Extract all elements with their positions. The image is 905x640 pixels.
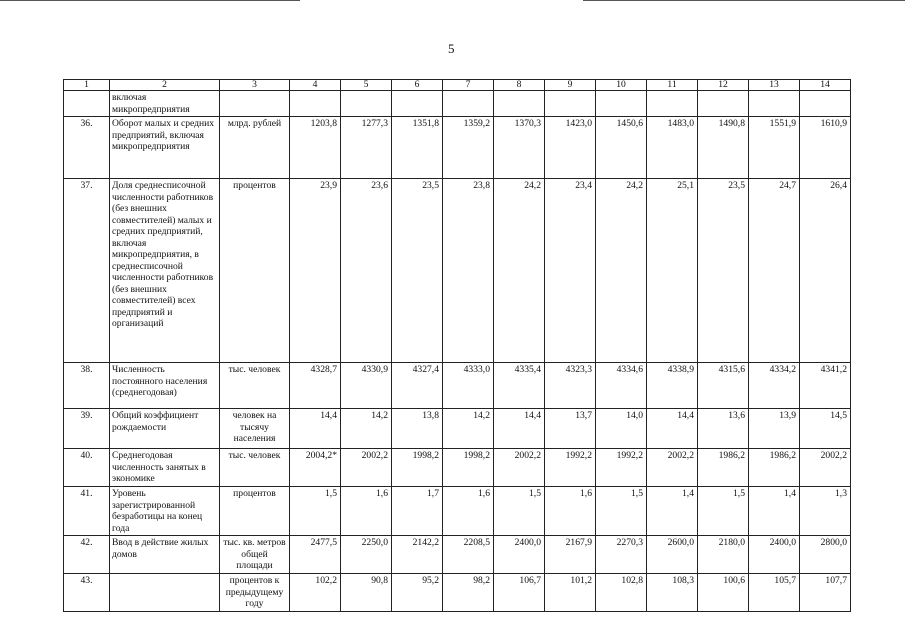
value-cell: 1,6 (341, 487, 392, 536)
value-cell: 2002,2 (647, 449, 698, 487)
value-cell: 24,7 (749, 179, 800, 363)
value-cell: 14,4 (647, 409, 698, 449)
value-cell: 1351,8 (392, 117, 443, 179)
value-cell: 1,3 (800, 487, 851, 536)
value-cell (545, 91, 596, 117)
row-number-cell: 39. (64, 409, 110, 449)
value-cell: 13,7 (545, 409, 596, 449)
value-cell: 25,1 (647, 179, 698, 363)
value-cell: 24,2 (494, 179, 545, 363)
value-cell: 1,6 (545, 487, 596, 536)
column-number: 9 (545, 80, 596, 91)
value-cell: 1203,8 (290, 117, 341, 179)
value-cell: 1551,9 (749, 117, 800, 179)
row-number-cell: 43. (64, 574, 110, 612)
value-cell: 2004,2* (290, 449, 341, 487)
value-cell: 1,5 (494, 487, 545, 536)
value-cell: 1277,3 (341, 117, 392, 179)
value-cell: 4334,2 (749, 363, 800, 409)
value-cell: 1992,2 (596, 449, 647, 487)
value-cell: 1,5 (596, 487, 647, 536)
value-cell: 26,4 (800, 179, 851, 363)
column-number: 2 (110, 80, 220, 91)
value-cell: 1490,8 (698, 117, 749, 179)
value-cell: 23,4 (545, 179, 596, 363)
value-cell: 4315,6 (698, 363, 749, 409)
row-number-cell: 37. (64, 179, 110, 363)
value-cell: 4327,4 (392, 363, 443, 409)
value-cell: 2250,0 (341, 536, 392, 574)
value-cell: 2600,0 (647, 536, 698, 574)
value-cell: 4338,9 (647, 363, 698, 409)
value-cell: 23,5 (698, 179, 749, 363)
value-cell: 23,5 (392, 179, 443, 363)
indicator-cell: Уровень зарегистрированной безработицы на конец года (110, 487, 220, 536)
value-cell (647, 91, 698, 117)
indicator-cell: Общий коэффициент рождаемости (110, 409, 220, 449)
value-cell: 24,2 (596, 179, 647, 363)
value-cell: 1,6 (443, 487, 494, 536)
value-cell: 23,6 (341, 179, 392, 363)
column-number: 7 (443, 80, 494, 91)
row-number-cell: 38. (64, 363, 110, 409)
column-number: 14 (800, 80, 851, 91)
value-cell: 1986,2 (698, 449, 749, 487)
indicator-cell: Оборот малых и средних предприятий, включая микропредприятия (110, 117, 220, 179)
value-cell: 2167,9 (545, 536, 596, 574)
indicator-cell (110, 574, 220, 612)
value-cell: 1370,3 (494, 117, 545, 179)
indicator-cell: Ввод в действие жилых домов (110, 536, 220, 574)
unit-cell: человек на тысячу населения (220, 409, 290, 449)
value-cell: 14,2 (341, 409, 392, 449)
value-cell (749, 91, 800, 117)
row-number-cell: 36. (64, 117, 110, 179)
value-cell: 102,2 (290, 574, 341, 612)
column-number: 3 (220, 80, 290, 91)
value-cell: 2208,5 (443, 536, 494, 574)
value-cell: 1610,9 (800, 117, 851, 179)
unit-cell (220, 91, 290, 117)
value-cell: 2002,2 (494, 449, 545, 487)
indicator-cell: Численность постоянного населения (среднегодовая) (110, 363, 220, 409)
table-row (64, 536, 851, 574)
value-cell: 2477,5 (290, 536, 341, 574)
value-cell: 13,6 (698, 409, 749, 449)
value-cell: 106,7 (494, 574, 545, 612)
top-edge-line-right (583, 0, 905, 1)
top-edge-line-left (0, 0, 300, 1)
column-number: 8 (494, 80, 545, 91)
value-cell: 1483,0 (647, 117, 698, 179)
table-row (64, 574, 851, 612)
value-cell (800, 91, 851, 117)
value-cell: 13,9 (749, 409, 800, 449)
row-number-cell (64, 91, 110, 117)
value-cell: 2142,2 (392, 536, 443, 574)
value-cell: 2180,0 (698, 536, 749, 574)
row-number-cell: 40. (64, 449, 110, 487)
value-cell: 1,4 (647, 487, 698, 536)
value-cell: 13,8 (392, 409, 443, 449)
unit-cell: процентов (220, 179, 290, 363)
value-cell: 14,4 (290, 409, 341, 449)
value-cell: 14,5 (800, 409, 851, 449)
unit-cell: тыс. кв. метров общей площади (220, 536, 290, 574)
value-cell (494, 91, 545, 117)
value-cell: 2270,3 (596, 536, 647, 574)
value-cell: 2002,2 (341, 449, 392, 487)
value-cell (392, 91, 443, 117)
value-cell: 23,9 (290, 179, 341, 363)
column-number: 10 (596, 80, 647, 91)
table-row (64, 409, 851, 449)
column-number: 1 (64, 80, 110, 91)
table-row (64, 487, 851, 536)
value-cell: 14,0 (596, 409, 647, 449)
column-number: 6 (392, 80, 443, 91)
unit-cell: млрд. рублей (220, 117, 290, 179)
table-row (64, 363, 851, 409)
unit-cell: процентов (220, 487, 290, 536)
column-number: 13 (749, 80, 800, 91)
unit-cell: тыс. человек (220, 363, 290, 409)
value-cell: 1998,2 (392, 449, 443, 487)
column-number: 12 (698, 80, 749, 91)
value-cell: 95,2 (392, 574, 443, 612)
table-row (64, 179, 851, 363)
page-number: 5 (448, 41, 455, 56)
column-number: 5 (341, 80, 392, 91)
value-cell: 1,5 (698, 487, 749, 536)
row-number-cell: 42. (64, 536, 110, 574)
value-cell (341, 91, 392, 117)
indicator-cell: Среднегодовая численность занятых в экономике (110, 449, 220, 487)
value-cell: 1,4 (749, 487, 800, 536)
value-cell: 107,7 (800, 574, 851, 612)
value-cell: 4328,7 (290, 363, 341, 409)
value-cell: 1423,0 (545, 117, 596, 179)
row-number-cell: 41. (64, 487, 110, 536)
value-cell: 98,2 (443, 574, 494, 612)
value-cell: 1450,6 (596, 117, 647, 179)
value-cell: 108,3 (647, 574, 698, 612)
value-cell: 101,2 (545, 574, 596, 612)
indicator-cell: включая микропредприятия (110, 91, 220, 117)
value-cell: 4335,4 (494, 363, 545, 409)
value-cell: 1986,2 (749, 449, 800, 487)
value-cell: 1998,2 (443, 449, 494, 487)
value-cell: 105,7 (749, 574, 800, 612)
value-cell (698, 91, 749, 117)
statistics-table (63, 79, 851, 612)
value-cell: 14,4 (494, 409, 545, 449)
value-cell: 2400,0 (494, 536, 545, 574)
value-cell: 1359,2 (443, 117, 494, 179)
column-number: 11 (647, 80, 698, 91)
value-cell: 23,8 (443, 179, 494, 363)
indicator-cell: Доля среднесписочной численности работников (без внешних совместителей) малых и средних предприятий, включая микропредприятия, в среднесписочной численности работников (без внешних совместителей) всех предприятий и организаций (110, 179, 220, 363)
value-cell: 2800,0 (800, 536, 851, 574)
value-cell: 4330,9 (341, 363, 392, 409)
value-cell: 4323,3 (545, 363, 596, 409)
value-cell (443, 91, 494, 117)
value-cell: 90,8 (341, 574, 392, 612)
value-cell: 4334,6 (596, 363, 647, 409)
value-cell: 100,6 (698, 574, 749, 612)
value-cell: 4341,2 (800, 363, 851, 409)
column-number-row (64, 80, 851, 91)
table-row (64, 449, 851, 487)
value-cell: 2002,2 (800, 449, 851, 487)
value-cell: 1992,2 (545, 449, 596, 487)
value-cell: 2400,0 (749, 536, 800, 574)
value-cell (596, 91, 647, 117)
value-cell: 4333,0 (443, 363, 494, 409)
unit-cell: процентов к предыдущему году (220, 574, 290, 612)
table-row (64, 117, 851, 179)
value-cell: 14,2 (443, 409, 494, 449)
value-cell: 1,5 (290, 487, 341, 536)
column-number: 4 (290, 80, 341, 91)
unit-cell: тыс. человек (220, 449, 290, 487)
table-row (64, 91, 851, 117)
value-cell (290, 91, 341, 117)
value-cell: 1,7 (392, 487, 443, 536)
value-cell: 102,8 (596, 574, 647, 612)
